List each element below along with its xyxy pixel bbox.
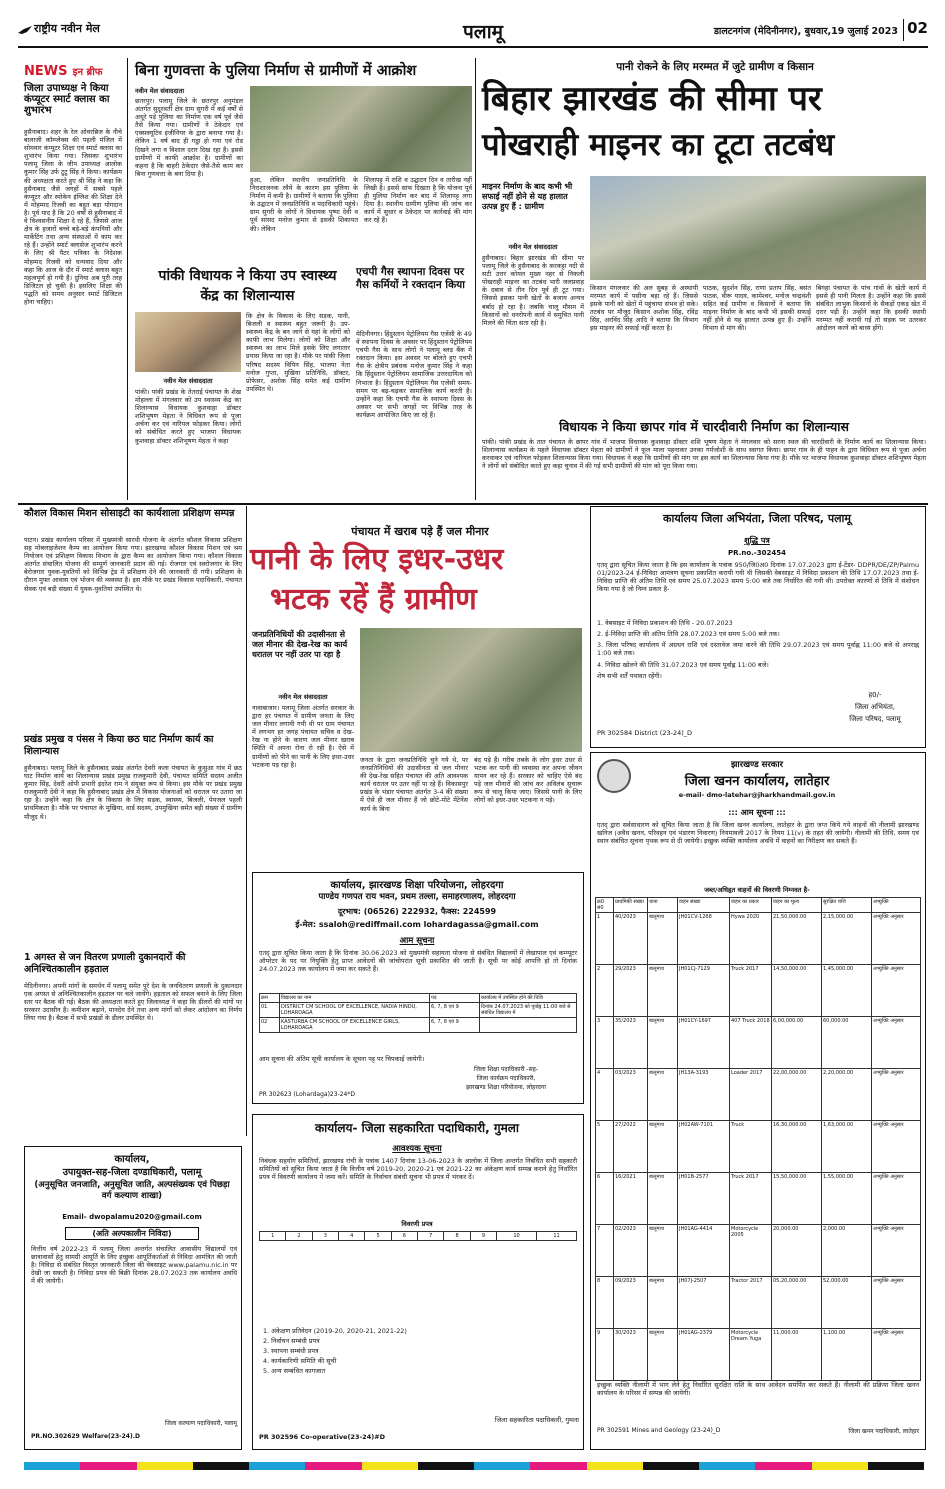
table-cell: 1,100.00 (822, 1329, 872, 1381)
ad-lohardaga-phone: दूरभाष: (06526) 222932, फैक्स: 224599 (337, 907, 497, 916)
ad-welfare-body: वित्तीय वर्ष 2022-23 में पलामू जिला अन्तर्गत संचालित आवासीय विद्यालयों एवं छात्रावासों हेतु सामग्री आपूर्ति के लिए इच्छुक आपूर्तिकर्ताओं से निविदा आमंत्रित की जाती है। निविदा से संबंधित विस्तृत जानकारी जिला की वेबसाइट www.palamu.nic.in पर देखी जा सकती है। निविदा प्रपत्र की बिक्री दिनांक 28.07.2023 तक कार्यालय अवधि में की जायेगी। (31, 1245, 240, 1286)
pulia-body-2: हुआ, लेकिन स्थानीय जनप्रतिनिधि के निराशाजनक रवैये के कारण इस पुलिया के निर्माण में कमी है। ग्रामीणों ने बताया कि पुलिया के उद्घाटन में जनप्रतिनिधि व पदाधिकारी पहुंचे। ग्राम सुगरी के लोगों ने विधायक पुष्पा देवी व पूर्व सांसद मनोज कुमार से इसकी शिकायत की। लेकिन (250, 176, 361, 233)
ad-latehar-table-title: जब्त/अधिहृत वाहनों की विवरणी निम्नवत है- (704, 886, 810, 894)
table-cell: अभ्युक्ति अनुसार (872, 1121, 921, 1173)
table-cell: अभ्युक्ति अनुसार (872, 1329, 921, 1381)
lead-subheadline: माइनर निर्माण के बाद कभी भी सफाई नहीं होने से यह हालात उत्पन्न हुए हैं : ग्रामीण (482, 182, 573, 211)
gumla-table (259, 1231, 577, 1241)
table-cell: 5 (596, 1121, 614, 1173)
newspaper-logo: राष्ट्रीय नवीन मेल (34, 22, 100, 35)
ad-gumla-sign: जिला सहकारिता पदाधिकारी, गुमला (494, 1416, 579, 1424)
table-header-cell: 11 (537, 1232, 577, 1241)
table-cell: JH01CY-1697 (678, 1017, 730, 1069)
masthead (18, 18, 928, 46)
school-col-name: विद्यालय का नाम (280, 994, 430, 1003)
ad-gumla (252, 1114, 584, 1450)
table-header-cell: 10 (497, 1232, 537, 1241)
ad-palamu-item-4: 4. निविदा खोलने की तिथि 31.07.2023 एवं समय पूर्वाह्न 11:00 बजे। (597, 661, 769, 669)
table-cell: Motorcycle 2005 (730, 1225, 772, 1277)
ad-latehar-body: एतद् द्वारा सर्वसाधारण को सूचित किया जाता है कि जिला खनन कार्यालय, लातेहार के द्वारा जप्त किये गये वाहनों की नीलामी झारखण्ड खनिज (अवैध खनन, परिवहन एवं भंडारण निवारण) नियमावली 2017 के नियम 11(v) के तहत की जायेगी। नीलामी की तिथि, समय एवं स्थान संबंधित सूचना पृथक रूप से दी जायेगी। इच्छुक व्यक्ति कार्यालय अवधि में वाहनों का निरीक्षण कर सकते हैं। (597, 821, 922, 846)
table-cell: Motorcycle Dream Yuga (730, 1329, 772, 1381)
ad-palamu-sign-1: ह0/- (868, 691, 882, 699)
upper-fold-rule (18, 503, 928, 505)
chhath-body: हुसैनाबाद। पलामू जिले के हुसैनाबाद प्रखंड अंतर्गत देवरी कला पंचायत के कुसुआ गांव में छठ घाट निर्माण कार्य का शिलान्यास प्रखंड प्रमुख राजकुमारी देवी, पंचायत समिति सदस्य अजीत कुमार सिंह, देवरी ओपी प्रभारी इंदरेश राम ने संयुक्त रूप से किया। इस मौके पर प्रखंड प्रमुख राजकुमारी देवी ने कहा कि हुसैनाबाद प्रखंड क्षेत्र में विकास योजनाओं को धरातल पर उतारा जा रहा है। उन्होंने कहा कि क्षेत्र के विकास के लिए सड़क, स्वास्थ्य, बिजली, पेयजल पहली प्राथमिकता है। मौके पर पंचायत के मुखिया, वार्ड सदस्य, उपमुखिया समेत बड़ी संख्या में ग्रामीण मौजूद थे। (24, 764, 245, 821)
ad-lohardaga-email: ई-मेल: ssaloh@rediffmail.com lohardagassa@gmail.com (295, 920, 539, 929)
ad-palamu-item-1: 1. वेबसाइट में निविदा प्रकाशन की तिथि - 20.07.2023 (597, 619, 733, 627)
table-row (260, 1003, 577, 1018)
table-cell: 05,20,000.00 (772, 1277, 822, 1329)
ad-gumla-item-5: 5. अन्य सम्बंधित कागजात (263, 1367, 326, 1375)
ad-welfare-title-3: (अनुसूचित जनजाति, अनुसूचित जाति, अल्पसंख्यक एवं पिछड़ा वर्ग कल्याण शाखा) (34, 1180, 230, 1201)
ad-palamu-prno: PR.no.-302454 (728, 549, 786, 557)
table-cell: JH02AW-7101 (678, 1121, 730, 1173)
table-cell: 35/2023 (614, 1017, 648, 1069)
vehicle-table-header (596, 898, 921, 913)
table-cell: 1,55,000.00 (822, 1173, 872, 1225)
ad-palamu-footer: PR 302584 District (23-24)_D (597, 729, 693, 737)
vehicle-table (595, 897, 921, 1381)
table-cell: 21,50,000.00 (772, 913, 822, 965)
brief-body: हुसैनाबाद। शहर के रेल ओवरब्रिज के नीचे बालाजी कॉम्प्लेक्स की पहली मंजिल में सोमवार कंप्यूटर शिक्षा एवं स्मार्ट क्लास का शुभारंभ किया गया। जिसका शुभारंभ पलामू जिला के जीप उपाध्यक्ष आलोक कुमार सिंह उर्फ टुटु सिंह ने किया। कार्यक्रम की अध्यक्षता करते हुए श्री सिंह ने कहा कि हुसैनाबाद जैसे जगहों में सबसे पहले कंप्यूटर और स्पोकेन इंग्लिश की शिक्षा देने में मोहम्मद रिजवी का बहुत बड़ा योगदान है। पूर्व याद है कि 20 वर्षों से हुसैनाबाद में वे विश्वसनीय शिक्षा दे रहे हैं, जिससे आज क्षेत्र के हजारों बच्चे बड़े-बड़े कंपनियों और मार्केटिंग तथा अन्य संस्थाओं में काम कर रहे हैं। उन्होंने स्मार्ट क्लासेज शुभारंभ करने के लिए श्री पैटर पत्रिका के निदेशक मोहम्मद रिजवी को धन्यवाद दिया और कहा कि आज के दौर में स्मार्ट क्लास बहुत महत्वपूर्ण हो गयी है। दुनिया अब पूरी तरह डिजिटल हो चुकी है। इसलिए शिक्षा की पद्धति को समय अनुसार स्मार्ट डिजिटल होना चाहिए। (24, 128, 125, 306)
table-cell: Tractor 2017 (730, 1277, 772, 1329)
table-cell: 4 (596, 1069, 614, 1121)
table-row (596, 913, 921, 965)
vehicle-col-number: वाहन संख्या (678, 898, 730, 913)
ad-latehar-title-1: झारखण्ड सरकार (730, 760, 784, 770)
ad-lohardaga-table (259, 993, 577, 1053)
table-row (596, 1329, 921, 1381)
table-cell: 20,000.00 (772, 1225, 822, 1277)
table-cell: Loader 2017 (730, 1069, 772, 1121)
table-cell: अभ्युक्ति अनुसार (872, 1069, 921, 1121)
ad-gumla-title: कार्यालय- जिला सहकारिता पदाधिकारी, गुमला (314, 1121, 520, 1135)
jal-body-1: नावाबाजार। पलामू जिला अंतर्गत सरकार के द्वारा हर पंचायत में ग्रामीण जनता के लिए जल मीनार लगायी गयी थी पर ग्राम पंचायत में लगभग हर जगह पंचायत सचिव व देख-रेख ना होने के कारण जल मीनार खराब स्थिति में अपना रोना रो रही है। ऐसे में ग्रामीणों को पीने का पानी के लिए इधर-उधर भटकना पड़ रहा है। (252, 704, 357, 769)
ad-welfare-sign: जिला कल्याण पदाधिकारी, पलामू (164, 1420, 237, 1427)
lead-kicker: पानी रोकने के लिए मरम्मत में जुटे ग्रामीण व किसान (616, 61, 814, 73)
table-cell: बालूमाथ (648, 1277, 678, 1329)
chardiwari-headline: विधायक ने किया छापर गांव में चारदीवारी निर्माण का शिलान्यास (559, 419, 849, 434)
ad-welfare-title-2: उपायुक्त-सह-जिला दण्डाधिकारी, पलामू (62, 1167, 202, 1178)
ad-palamu-title: कार्यालय जिला अभियंता, जिला परिषद, पलामू (663, 512, 851, 525)
kaushal-body: पाटन। प्रखंड कार्यालय परिसर में मुख्यमंत्री सारथी योजना के अंतर्गत कौशल विकास प्रशिक्षण सह मोबलाइजेशन कैम्प का आयोजन किया गया। झारखण्ड कौशल विकास मिशन एवं श्रम नियोजन एवं प्रशिक्षण विकास विभाग के द्वारा कैम्प का आयोजन किया गया। कौशल विकास अंतर्गत संचालित योजना की सम्पूर्ण जानकारी प्रदान की गई। रोजगार एवं स्वरोजगार के लिए बेरोजगार युवक-युवतियों को विभिन्न ट्रेड में प्रशिक्षण देने की जानकारी दी गयी। प्रशिक्षण के दौरान मुफ्त आवास एवं भोजन की व्यवस्था है। इस मौके पर प्रखंड विकास पदाधिकारी, पंचायत सेवक एवं बड़ी संख्या में युवक-युवतियां उपस्थित थे। (24, 536, 245, 593)
col1-divider (127, 58, 128, 500)
table-cell: 02 (260, 1018, 280, 1033)
ad-welfare-title-1: कार्यालय, (114, 1154, 150, 1165)
vidhayak-body-1: पांकी। पांकी प्रखंड के तेतराई पंचायत के शेख मोहल्ला में मंगलवार को उप स्वास्थ्य केंद्र का शिलान्यास विधायक कुशवाहा डॉक्टर शशिभूषण मेहता ने विधिवत रूप से पूजा अर्चना कर एवं नारियल फोड़कर किया। लोगों को संबोधित करते हुए भाजपा विधायक कुशवाहा डॉक्टर शशिभूषण मेहता ने कहा (135, 388, 244, 445)
ad-palamu-body: एतद् द्वारा सूचित किया जाता है कि इस कार्यालय के पत्रांक 950/जि0अ0 दिनांक 17.07.2023 द्वारा ई-टेंडर- DDPR/DE/ZP/Palmu 01/2023-24 ई-निविदा आमंत्रण सूचना प्रकाशित करायी गयी थी जिसकी वेबसाइट में निविदा प्रकाशन की तिथि 17.07.2023 तथा ई-निविदा प्राप्ति की अंतिम तिथि एवं समय 25.07.2023 समय 5:00 बजे तक निर्धारित की गयी थी। उपरोक्त कारणों से तिथि में संशोधन किया गया है जो निम्न प्रकार है- (597, 561, 922, 594)
table-cell: अभ्युक्ति अनुसार (872, 1017, 921, 1069)
lead-body-1: हुसैनाबाद। बिहार झारखंड की सीमा पर पलामू जिले के हुसैनाबाद के करकट्टा नदी से सटी उत्तर कोयल मुख्य नहर से निकली पोखराही माइनर का तटबंध भारी जलप्रवाह के दबाव से तीन दिन पूर्व ही टूट गया। जिससे इसका पानी खेतों के बजाय अन्यत्र बर्बाद हो रहा है। जबकि चालू मौसम में किसानों को धनरोपनी कार्य में समुचित पानी मिलने की चिंता सता रही है। (482, 254, 587, 327)
table-cell: 29/2023 (614, 965, 648, 1017)
school-col-no: क्रम (260, 994, 280, 1003)
ad-lohardaga-sign-1: जिला शिक्षा पदाधिकारी -सह- (474, 1066, 538, 1073)
ad-palamu-engineer (590, 506, 926, 748)
ad-palamu-sub: शुद्धि पत्र (744, 536, 770, 545)
school-table (259, 993, 577, 1033)
table-cell: JH01AG-2379 (678, 1329, 730, 1381)
vehicle-col-reserve: सुरक्षित राशि (822, 898, 872, 913)
table-cell (480, 1018, 577, 1033)
vidhayak-photo (135, 312, 241, 372)
table-cell: Hywa 2020 (730, 913, 772, 965)
table-cell: 02/2023 (614, 1225, 648, 1277)
table-cell: 1,45,000.00 (822, 965, 872, 1017)
ad-palamu-item-3: 3. जिला परिषद कार्यालय में अग्रधन राशि एवं दस्तावेज जमा करने की तिथि 29.07.2023 एवं समय पूर्वाह्न 11:00 बजे से अपराह्न 1:00 बजे तक। (597, 641, 922, 658)
table-cell: JH01B-2577 (678, 1173, 730, 1225)
ad-lohardaga-title-2: पाण्डेय गणपत राय भवन, प्रथम तल्ला, समाहरणालय, लोहरदगा (318, 892, 516, 902)
jal-byline: नवीन मेल संवाददाता (278, 693, 328, 701)
table-cell: अभ्युक्ति अनुसार (872, 913, 921, 965)
news-label: NEWS (24, 64, 68, 79)
ad-latehar-email: e-mail- dmo-latehar@jharkhandmail.gov.in (678, 791, 836, 799)
table-cell: 01 (260, 1003, 280, 1018)
ad-latehar-sign: जिला खनन पदाधिकारी, लातेहार (848, 1428, 919, 1435)
table-row (596, 1121, 921, 1173)
ad-gumla-item-3: 3. स्थापना सम्बंधी प्रपत्र (263, 1347, 319, 1355)
news-brief-tag (24, 60, 119, 78)
table-cell: 6 (596, 1173, 614, 1225)
pds-body: मेदिनीनगर। अपनी मांगों के समर्थन में पलामू समेत पूरे देश के जनवितरण प्रणाली के दुकानदार एक अगस्त से अनिश्चितकालीन हड़ताल पर चले जायेंगे। हड़ताल को सफल बनाने के लिए जिला स्तर पर बैठक की गई। बैठक की अध्यक्षता करते हुए जिलाध्यक्ष ने कहा कि डीलरों की मांगों पर सरकार उदासीन है। कमीशन बढ़ाने, मानदेय देने तथा अन्य मांगों को लेकर आंदोलन का निर्णय लिया गया है। बैठक में सभी प्रखंडों के डीलर उपस्थित थे। (24, 982, 245, 1023)
table-cell: 2,20,000.00 (822, 1069, 872, 1121)
ad-lohardaga-sub: आम सूचना (399, 936, 435, 946)
chhath-headline: प्रखंड प्रमुख व पंसस ने किया छठ घाट निर्माण कार्य का शिलान्यास (24, 734, 214, 757)
ad-latehar-footer: PR 302591 Mines and Geology (23-24)_D (597, 1427, 721, 1434)
bird-logo-icon (18, 23, 32, 35)
table-cell: बालूमाथ (648, 913, 678, 965)
table-cell: बालूमाथ (648, 1069, 678, 1121)
ad-lohardaga-footer: PR 302623 (Lohardaga)23-24*D (259, 1091, 355, 1098)
ad-gumla-item-4: 4. कार्यकारिणी समिति की सूची (263, 1357, 337, 1365)
ad-latehar-sub: ::: आम सूचना ::: (728, 808, 786, 817)
table-cell: 27/2022 (614, 1121, 648, 1173)
table-row (596, 1173, 921, 1225)
pulia-byline: नवीन मेल संवाददाता (135, 87, 184, 95)
ad-lohardaga (252, 872, 584, 1104)
table-header-cell: 4 (339, 1232, 365, 1241)
table-cell: JH01CJ-7129 (678, 965, 730, 1017)
ad-gumla-body: निबंधक सहयोग समितियाँ, झारखण्ड रांची के पत्रांक 1407 दिनांक 13-06-2023 के आलोक में जिला अन्तर्गत निबंधित सभी सहकारी समितियों को सूचित किया जाता है कि वित्तीय वर्ष 2019-20, 2020-21 एवं 2021-22 का अंकेक्षण कार्य सम्पन्न कराने हेतु निर्धारित प्रपत्र में विवरणी कार्यालय में जमा करें। समिति के निर्वाचन संबंधी सूचना भी प्रपत्र में भरकर दें। (259, 1157, 580, 1182)
pulia-photo (250, 86, 472, 172)
table-cell: 2,000.00 (822, 1225, 872, 1277)
table-header-cell: 2 (286, 1232, 312, 1241)
table-cell: 15,50,000.00 (772, 1173, 822, 1225)
kaushal-headline: कौशल विकास मिशन सोसाइटी का कार्यशाला प्रशिक्षण सम्पन्न (24, 508, 235, 519)
ad-palamu-sign-3: जिला परिषद, पलामू (849, 715, 901, 723)
ad-gumla-footer: PR 302596 Co-operative(23-24)#D (259, 1433, 386, 1441)
vidhayak-byline: नवीन मेल संवाददाता (163, 377, 213, 385)
jal-headline-2: भटक रहें हैं ग्रामीण (270, 582, 477, 617)
jal-kicker: पंचायत में खराब पड़े हैं जल मीनार (351, 525, 489, 538)
table-cell: Truck 2017 (730, 965, 772, 1017)
lead-body-4: बिगहा पंचायत के पांच गांवों के खेती कार्य में इससे ही पानी मिलता है। उन्होंने कहा कि इससे संबंधित लाभुक किसानों के सैकड़ों एकड़ खेत में दरार पड़ी है। उन्होंने कहा कि इसकी स्थायी मरम्मत नहीं करायी गई तो सड़क पर उतरकर आंदोलन करने को बाध्य होंगे। (816, 284, 929, 333)
table-cell: अभ्युक्ति अनुसार (872, 1173, 921, 1225)
ad-welfare-sub: (अति अल्पकालीन निविदा) (65, 1227, 199, 1240)
table-cell: 16,30,000.00 (772, 1121, 822, 1173)
table-cell: 60,000.00 (822, 1017, 872, 1069)
table-cell: 9 (596, 1329, 614, 1381)
table-cell: 2,15,000.00 (822, 913, 872, 965)
pulia-body-1: छतरपुर। पलामू जिले के छतरपुर अनुमंडल अंतर्गत सुदूरवर्ती क्षेत्र ग्राम सुगरी में कई वर्षों से अधूरे पड़े पुलिया का निर्माण एक वर्ष पूर्व जैसे तैसे किया गया। ग्रामीणों ने ठेकेदार एवं एक्सक्यूटिव इंजीनियर के द्वारा बनाया गया है। लेकिन 1 वर्ष बाद ही गड्ढा हो गया एवं रोड दिखने लगा व विशाल दरार दिख रहा है। इससे ग्रामीणों में काफी आक्रोश है। ग्रामीणों का कहना है कि बाहरी ठेकेदार जैसे-तैसे काम कर बिना गुणवत्ता के बना दिया है। (135, 97, 246, 178)
ad-lohardaga-title-1: कार्यालय, झारखण्ड शिक्षा परियोजना, लोहरदगा (330, 880, 504, 891)
pulia-body-3: शिलापट्ट में राशि व उद्घाटन दिन व तारीख नहीं लिखी है। इससे साफ दिखता है कि योजना पूर्व ही पुलिया निर्माण कर बाद में शिलापट्ट लगा दिया है। स्थानीय ग्रामीण पुलिया की जांच कर कार्य में सुधार व ठेकेदार पर कार्रवाई की मांग कर रहे हैं। (364, 176, 475, 225)
table-header-cell: 7 (418, 1232, 444, 1241)
header-rule (18, 46, 928, 48)
table-row (260, 1018, 577, 1033)
table-row (596, 1225, 921, 1277)
jal-body-2: जनता के द्वारा जनप्रतिनिधि चुने गये थे, पर जनप्रतिनिधियों की उदासीनता से जल मीनार की देख-रेख सहित पंचायत की अति आवश्यक कार्य धरातल पर उतर नहीं पा रहे हैं। विकासपुर प्रखंड के भंडार पंचायत अंतर्गत 3-4 की संख्या में ऐसे ही जल मीनार हैं जो छोटे-मोटे मेंटेनेंस कार्य के बिना (360, 756, 471, 813)
page-number: 02 (903, 19, 928, 41)
vehicle-col-fir: प्राथमिकी संख्या (614, 898, 648, 913)
table-cell: 09/2023 (614, 1277, 648, 1329)
table-row (596, 1069, 921, 1121)
table-cell: 407 Truck 2018 (730, 1017, 772, 1069)
ad-palamu-item-5: शेष सभी शर्तें यथावत रहेंगी। (597, 672, 662, 680)
brief-headline: जिला उपाध्यक्ष ने किया कंप्यूटर स्मार्ट क्लास का शुभारंभ (24, 83, 110, 116)
table-header-cell: 3 (312, 1232, 338, 1241)
gas-headline: एचपी गैस स्थापना दिवस पर गैस कर्मियों ने रक्तदान किया (356, 266, 465, 291)
in-brief-label: इन ब्रीफ (72, 67, 103, 78)
jal-body-3: बंद पड़े हैं। गरीब तबके के लोग इधर उधर से भटक कर पानी की व्यवस्था कर अपना जीवन यापन कर रहे हैं। सरकार को चाहिए ऐसे बंद पड़े जल मीनारों की जांच कर अविलंब सुचारू रूप से चालू किया जाए। जिससे पानी के लिए लोगों को इधर-उधर भटकना न पड़े। (474, 756, 585, 805)
pulia-headline: बिना गुणवत्ता के पुलिया निर्माण से ग्रामीणों में आक्रोश (135, 63, 417, 79)
dateline: डालटनगंज (मेदिनीनगर), बुधवार,19 जुलाई 2023 (713, 26, 898, 37)
table-row (596, 965, 921, 1017)
table-cell: 30/2023 (614, 1329, 648, 1381)
jal-headline-1: पानी के लिए इधर-उधर (250, 542, 504, 577)
table-cell: DISTRICT CM SCHOOL OF EXCELLENCE, NADIA HINDU, LOHARDAGA (280, 1003, 430, 1018)
table-cell: बालूमाथ (648, 1329, 678, 1381)
vidhayak-body-2: कि क्षेत्र के विकास के लिए सड़क, पानी, बिजली व स्वास्थ्य बहुत जरूरी है। उप-स्वास्थ्य केंद्र के बन जाने से यहां के लोगों को काफी लाभ मिलेगा। लोगों को शिक्षा और स्वास्थ्य का लाभ मिले इसके लिए लगातार प्रयास किया जा रहा है। मौके पर पांकी जिला परिषद सदस्य विपिन सिंह, भाजपा नेता मनोज गुप्ता, मुखिया प्रतिनिधि, डॉक्टर, प्रोफेसर, अशोक सिंह समेत कई ग्रामीण उपस्थित थे। (246, 312, 353, 393)
table-header-cell: 9 (470, 1232, 496, 1241)
ad-palamu-sign-2: जिला अभियंता, (855, 703, 895, 711)
table-cell: Truck (730, 1121, 772, 1173)
table-header-cell: 8 (444, 1232, 470, 1241)
ad-welfare-footer: PR.NO.302629 Welfare(23-24).D (31, 1433, 140, 1440)
table-cell: अभ्युक्ति अनुसार (872, 1225, 921, 1277)
table-cell: 14,50,000.00 (772, 965, 822, 1017)
vehicle-col-thana: थाना (648, 898, 678, 913)
table-cell: JH07J-2507 (678, 1277, 730, 1329)
table-cell: 52,000.00 (822, 1277, 872, 1329)
ad-lohardaga-sign-2: जिला कार्यक्रम पदाधिकारी, (476, 1075, 536, 1082)
ad-latehar-footnote: इच्छुक व्यक्ति नीलामी में भाग लेने हेतु निर्धारित सुरक्षित राशि के साथ आवेदन समर्पित कर सकते हैं। नीलामी की प्रक्रिया जिला खनन कार्यालय के परिसर में सम्पन्न की जायेगी। (597, 1381, 922, 1398)
ad-lohardaga-note: आम सूचना की अंतिम सूची कार्यालय के सूचना पट्ट पर चिपकाई जायेगी। (259, 1055, 425, 1063)
gas-body: मेदिनीनगर। हिंदुस्तान पेट्रोलियम गैस एजेंसी के 49 वें स्थापना दिवस के अवसर पर हिंदुस्तान पेट्रोलियम एचपी गैस के साथ लोगों ने पलामू ब्लड बैंक में रक्तदान किया। इस अवसर पर बोलते हुए एचपी गैस के क्षेत्रीय प्रबंधक मनोज कुमार सिंह ने कहा कि हिंदुस्तान पेट्रोलियम सामाजिक उत्तरदायित्व को निभाता है। हिंदुस्तान पेट्रोलियम गैस एजेंसी समय-समय पर बढ़-चढ़कर सामाजिक कार्य करती है। उन्होंने कहा कि एचपी गैस के स्थापना दिवस के अवसर पर सभी जगहों पर विभिन्न तरह के कार्यक्रम आयोजित किए जा रहे हैं। (356, 330, 475, 419)
lead-body-2: किसान मंगलवार की अल सुबह से अस्थायी मरम्मत कार्य में पसीना बहा रहे हैं। जिससे इसके पानी को खेतों में पहुंचाया संभव हो सके। तटबंध पर मौजूद किसान अशोक सिंह, रविंद्र सिंह, अरविंद सिंह आदि ने बताया कि विभाग इस माइनर की सफाई नहीं करता है। (590, 284, 701, 333)
table-cell: 03/2023 (614, 1069, 648, 1121)
vehicle-col-sno: क्र0 सं0 (596, 898, 614, 913)
table-cell: 22,00,000.00 (772, 1069, 822, 1121)
table-cell: 1 (596, 913, 614, 965)
jal-subheadline: जनप्रतिनिधियों की उदासीनता से जल मीनार की देख-रेख का कार्य धरातल पर नहीं उतर पा रहा है (252, 630, 348, 659)
table-cell: 6, 7, 8 एवं 9 (430, 1003, 480, 1018)
vidhayak-headline: पांकी विधायक ने किया उप स्वास्थ्य केंद्र का शिलान्यास (158, 268, 337, 304)
col-a-divider (246, 506, 247, 1136)
lead-photo (590, 176, 926, 280)
ad-latehar-table (595, 897, 921, 1377)
table-row (596, 1277, 921, 1329)
table-header-cell: 6 (391, 1232, 417, 1241)
table-cell: बालूमाथ (648, 1173, 678, 1225)
vehicle-col-remark: अभ्युक्ति (872, 898, 921, 913)
ad-gumla-item-1: 1. अंकेक्षण प्रतिवेदन (2019-20, 2020-21, 2021-22) (263, 1327, 407, 1335)
gas-divider (475, 58, 476, 500)
ad-gumla-table (259, 1231, 577, 1301)
jal-photo (360, 628, 582, 752)
ad-palamu-item-2: 2. ई-निविदा प्राप्ति की अंतिम तिथि 28.07.2023 एवं समय 5:00 बजे तक। (597, 630, 780, 638)
table-cell: KASTURBA CM SCHOOL OF EXCELLENCE GIRLS, LOHARDAGA (280, 1018, 430, 1033)
gumla-table-header (260, 1232, 577, 1241)
school-col-post: पद (430, 994, 480, 1003)
ad-welfare-email: Email- dwopalamu2020@gmail.com (62, 1213, 202, 1221)
vehicle-col-value: वाहन का मूल्य (772, 898, 822, 913)
lead-byline: नवीन मेल संवाददाता (508, 243, 558, 251)
table-cell: बालूमाथ (648, 965, 678, 1017)
table-cell: दिनांक 24.07.2023 को पूर्वाह्न 11:00 बजे से संबंधित विद्यालय में (480, 1003, 577, 1018)
lead-headline-1: बिहार झारखंड की सीमा पर (482, 79, 822, 119)
chardiwari-body: पांकी। पांकी प्रखंड के तात पंचायत के छापर गांव में भाजपा विधायक कुशवाहा डॉक्टर शशि भूषण मेहता ने मंगलवार को सरना स्थल की चारदीवारी के निर्माण कार्य का शिलान्यास किया। शिलान्यास कार्यक्रम के पहले विधायक डॉक्टर मेहता को ग्रामीणों ने फूल माला पहनाकर उनका गर्मजोशी के साथ स्वागत किया। छापर गांव के ही पाहन के द्वारा विधिवत रूप से पूजा अर्चना करवाकर एवं नारियल फोड़कर शिलान्यास किया गया। विधायक ने कहा कि ग्रामीणों की मांग पर इस कार्य का शिलान्यास किया गया है। मौके पर भाजपा विधायक कुशवाहा डॉक्टर शशिभूषण मेहता ने लोगों को संबोधित करते हुए कहा चुनाव में की गई सभी ग्रामीणों की मांग को पूरा किया गया। (482, 438, 929, 471)
lead-headline-2: पोखराही माइनर का टूटा तटबंध (482, 127, 835, 163)
school-table-header (260, 994, 577, 1003)
table-cell: 16/2021 (614, 1173, 648, 1225)
ad-lohardaga-body: एतद् द्वारा सूचित किया जाता है कि दिनांक 30.06.2023 को मुख्यमंत्री सहायता योजना से संबंधित विद्यालयों में लेखापाल एवं कम्प्यूटर ऑपरेटर के पद पर नियुक्ति हेतु प्राप्त आवेदनों की जांचोपरांत सूची प्रकाशित की जाती है। सूची पर कोई आपत्ति हो तो दिनांक 24.07.2023 तक कार्यालय में जमा कर सकते हैं। (259, 949, 580, 974)
table-cell: 40/2023 (614, 913, 648, 965)
table-cell: बालूमाथ (648, 1017, 678, 1069)
table-cell: बालूमाथ (648, 1225, 678, 1277)
vehicle-col-type: वाहन का प्रकार (730, 898, 772, 913)
table-cell: अभ्युक्ति अनुसार (872, 965, 921, 1017)
table-cell: JH13A-3193 (678, 1069, 730, 1121)
ad-gumla-item-2: 2. निर्वाचन सम्बंधी प्रपत्र (263, 1337, 320, 1345)
table-cell: 8 (596, 1277, 614, 1329)
ad-gumla-table-title: विवरणी प्रपत्र (401, 1220, 433, 1228)
table-row (596, 1017, 921, 1069)
table-cell: 1,63,000.00 (822, 1121, 872, 1173)
ad-latehar-title-2: जिला खनन कार्यालय, लातेहार (684, 774, 830, 789)
table-cell: 6, 7, 8 एवं 9 (430, 1018, 480, 1033)
pds-headline: 1 अगस्त से जन वितरण प्रणाली दुकानदारों की अनिश्चितकालीन हड़ताल (24, 952, 186, 975)
table-cell: JH01CV-1268 (678, 913, 730, 965)
table-cell: 11,000.00 (772, 1329, 822, 1381)
ad-lohardaga-sign-3: झारखण्ड शिक्षा परियोजना, लोहरदगा (466, 1084, 546, 1091)
table-cell: अभ्युक्ति अनुसार (872, 1277, 921, 1329)
table-cell: 7 (596, 1225, 614, 1277)
section-name: पलामू (463, 21, 503, 43)
color-registration-bar (24, 1462, 924, 1470)
ad-latehar-mining (590, 752, 926, 1450)
table-cell: 6,00,000.00 (772, 1017, 822, 1069)
ad-welfare (24, 1146, 242, 1450)
ad-gumla-sub: आवश्यक सूचना (392, 1144, 442, 1154)
school-col-date: कार्यालय में उपस्थित होने की तिथि (480, 994, 577, 1003)
table-header-cell: 5 (365, 1232, 391, 1241)
lead-body-3: पाठक, सुदर्शन सिंह, राणा प्रताप सिंह, बसंत पाठक, वीरू यादव, कामेश्वर, मनोज चन्द्रवंशी सहित कई ग्रामीण व किसानों ने बताया कि माइनर निर्माण के बाद कभी भी इसकी सफाई नहीं होने से यह हालात उत्पन्न हुए हैं। उन्होंने विभाग से मांग की। (703, 284, 814, 333)
table-cell: Truck 2017 (730, 1173, 772, 1225)
table-header-cell: 1 (260, 1232, 286, 1241)
table-cell: 2 (596, 965, 614, 1017)
table-cell: JH01AG-4414 (678, 1225, 730, 1277)
table-cell: बालूमाथ (648, 1121, 678, 1173)
table-cell: 3 (596, 1017, 614, 1069)
